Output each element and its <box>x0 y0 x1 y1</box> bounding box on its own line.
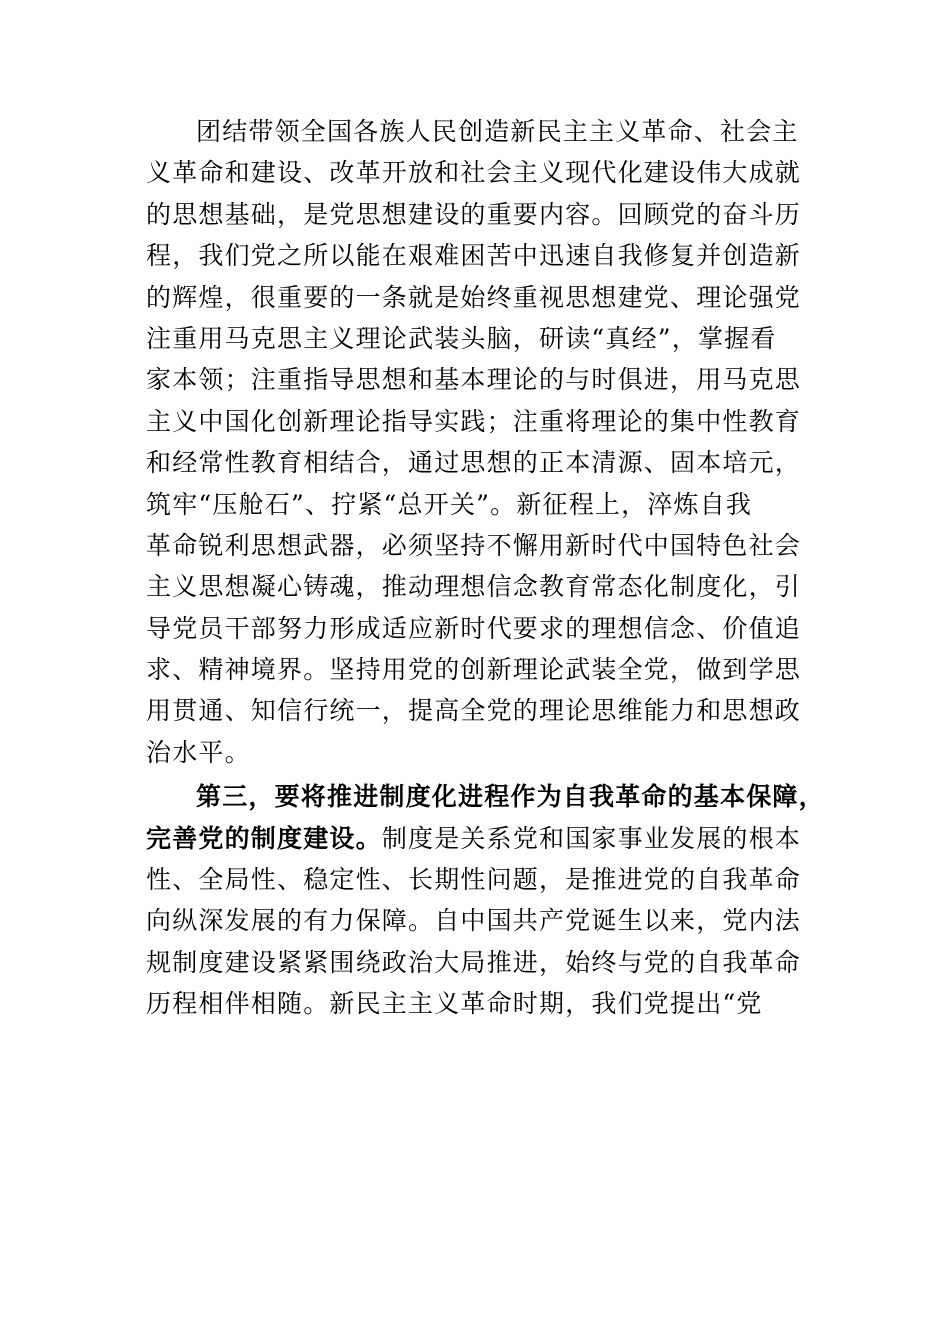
text-line: 义革命和建设、改革开放和社会主义现代化建设伟大成就 <box>146 158 802 188</box>
text-line: 和经常性教育相结合，通过思想的正本清源、固本培元， <box>146 448 802 478</box>
text-line: 求、精神境界。坚持用党的创新理论武装全党，做到学思 <box>146 655 802 685</box>
text-line: 的思想基础，是党思想建设的重要内容。回顾党的奋斗历 <box>146 199 802 229</box>
section-heading: 第三，要将推进制度化进程作为自我革命的基本保障， <box>196 782 825 812</box>
text-line: 团结带领全国各族人民创造新民主主义革命、社会主 <box>196 117 799 146</box>
text-line: 家本领；注重指导思想和基本理论的与时俱进，用马克思 <box>146 365 802 395</box>
text-span: 制度是关系党和国家事业发展的根本 <box>381 823 802 853</box>
text-line: 规制度建设紧紧围绕政治大局推进，始终与党的自我革命 <box>146 947 802 977</box>
text-line: 向纵深发展的有力保障。自中国共产党诞生以来，党内法 <box>146 906 802 936</box>
text-line: 程，我们党之所以能在艰难困苦中迅速自我修复并创造新 <box>146 241 802 271</box>
section-heading-end: 完善党的制度建设。 <box>146 823 382 853</box>
text-line: 筑牢“压舱石”、拧紧“总开关”。新征程上，淬炼自我 <box>146 489 753 519</box>
text-line: 历程相伴相随。新民主主义革命时期，我们党提出“党 <box>146 989 763 1019</box>
text-line: 导党员干部努力形成适应新时代要求的理想信念、价值追 <box>146 613 802 643</box>
paragraph-2 <box>146 776 836 1024</box>
text-line: 注重用马克思主义理论武装头脑，研读“真经”，掌握看 <box>146 323 777 353</box>
text-line: 性、全局性、稳定性、长期性问题，是推进党的自我革命 <box>146 865 802 895</box>
text-line: 用贯通、知信行统一，提高全党的理论思维能力和思想政 <box>146 696 802 726</box>
paragraph-1 <box>146 111 836 773</box>
text-line: 革命锐利思想武器，必须坚持不懈用新时代中国特色社会 <box>146 530 802 560</box>
text-line: 主义思想凝心铸魂，推动理想信念教育常态化制度化，引 <box>146 572 802 602</box>
text-line <box>146 818 836 859</box>
text-line: 主义中国化创新理论指导实践；注重将理论的集中性教育 <box>146 406 802 436</box>
body-text <box>146 111 836 1025</box>
text-line: 治水平。 <box>146 737 251 767</box>
text-line: 的辉煌，很重要的一条就是始终重视思想建党、理论强党 <box>146 282 802 312</box>
